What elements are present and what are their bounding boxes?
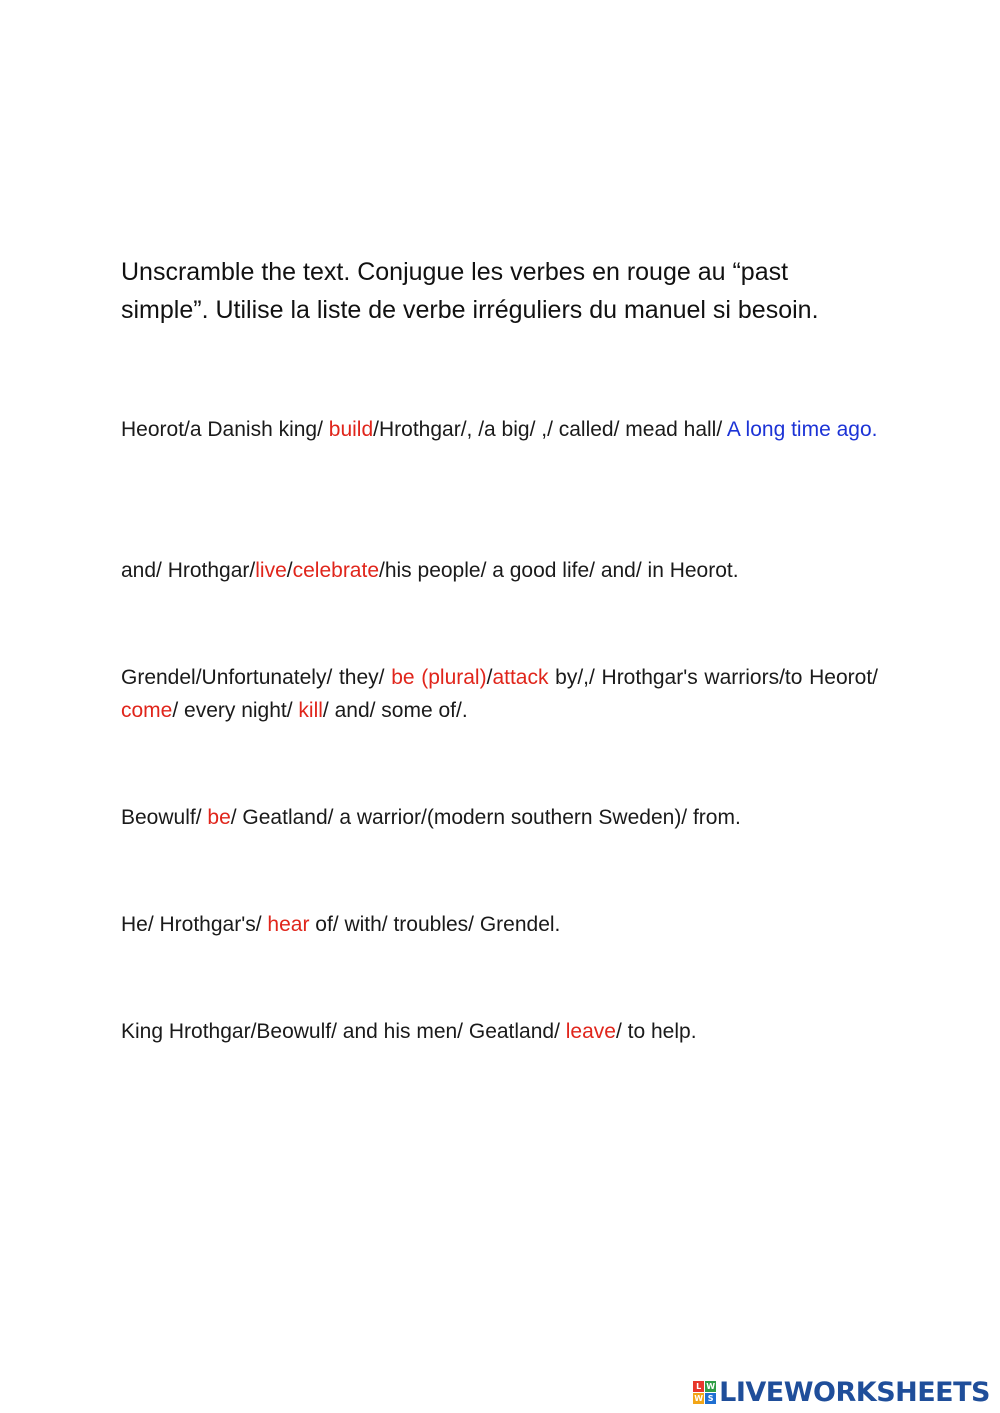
exercise-2-sentence	[121, 554, 878, 587]
brand-name: LIVEWORKSHEETS	[719, 1376, 990, 1408]
liveworksheets-brand	[693, 1377, 990, 1407]
verb-to-conjugate: leave	[565, 1020, 616, 1043]
verb-to-conjugate: build	[328, 418, 374, 441]
sentence-fragment: Heorot/a Danish king/	[121, 418, 329, 441]
exercise-5-sentence	[121, 908, 878, 941]
exercise-4-sentence	[121, 801, 878, 834]
sentence-fragment: and/ Hrothgar/	[121, 559, 256, 582]
verb-to-conjugate: be	[207, 806, 231, 829]
sentence-fragment: / every night/	[172, 699, 299, 722]
verb-to-conjugate: hear	[267, 913, 310, 936]
sentence-fragment: Grendel/Unfortunately/ they/	[121, 666, 392, 689]
logo-tile: L	[693, 1381, 704, 1392]
logo-tile: W	[694, 1393, 704, 1403]
sentence-start-hint: A long time ago.	[726, 418, 878, 441]
verb-to-conjugate: be (plural)	[391, 666, 487, 689]
logo-tile: W	[706, 1381, 716, 1391]
sentence-fragment: of/ with/ troubles/ Grendel.	[309, 913, 561, 936]
verb-to-conjugate: live	[255, 559, 287, 582]
sentence-fragment: Beowulf/	[121, 806, 208, 829]
liveworksheets-logo-icon	[693, 1381, 716, 1404]
logo-tile: S	[705, 1393, 716, 1404]
instructions-text: Unscramble the text. Conjugue les verbes en rouge au “past simple”. Utilise la liste de verbe irréguliers du manuel si besoin.	[121, 258, 819, 324]
sentence-fragment: / and/ some of/.	[322, 699, 468, 722]
sentence-fragment: He/ Hrothgar's/	[121, 913, 268, 936]
sentence-fragment: King Hrothgar/Beowulf/ and his men/ Geatland/	[121, 1020, 566, 1043]
exercise-6-sentence	[121, 1015, 878, 1048]
sentence-fragment: / Geatland/ a warrior/(modern southern Sweden)/ from.	[230, 806, 741, 829]
sentence-fragment: /Hrothgar/, /a big/ ,/ called/ mead hall/	[373, 418, 727, 441]
sentence-fragment: by/,/ Hrothgar's warriors/to Heorot/	[548, 666, 878, 689]
sentence-fragment: /	[486, 666, 493, 689]
sentence-fragment: /	[286, 559, 293, 582]
verb-to-conjugate: attack	[492, 666, 549, 689]
exercise-1-sentence	[121, 413, 878, 446]
verb-to-conjugate: kill	[298, 699, 323, 722]
verb-to-conjugate: celebrate	[292, 559, 379, 582]
sentence-fragment: /his people/ a good life/ and/ in Heorot.	[379, 559, 739, 582]
exercise-3-sentence	[121, 661, 878, 727]
verb-to-conjugate: come	[121, 699, 173, 722]
sentence-fragment: / to help.	[615, 1020, 697, 1043]
